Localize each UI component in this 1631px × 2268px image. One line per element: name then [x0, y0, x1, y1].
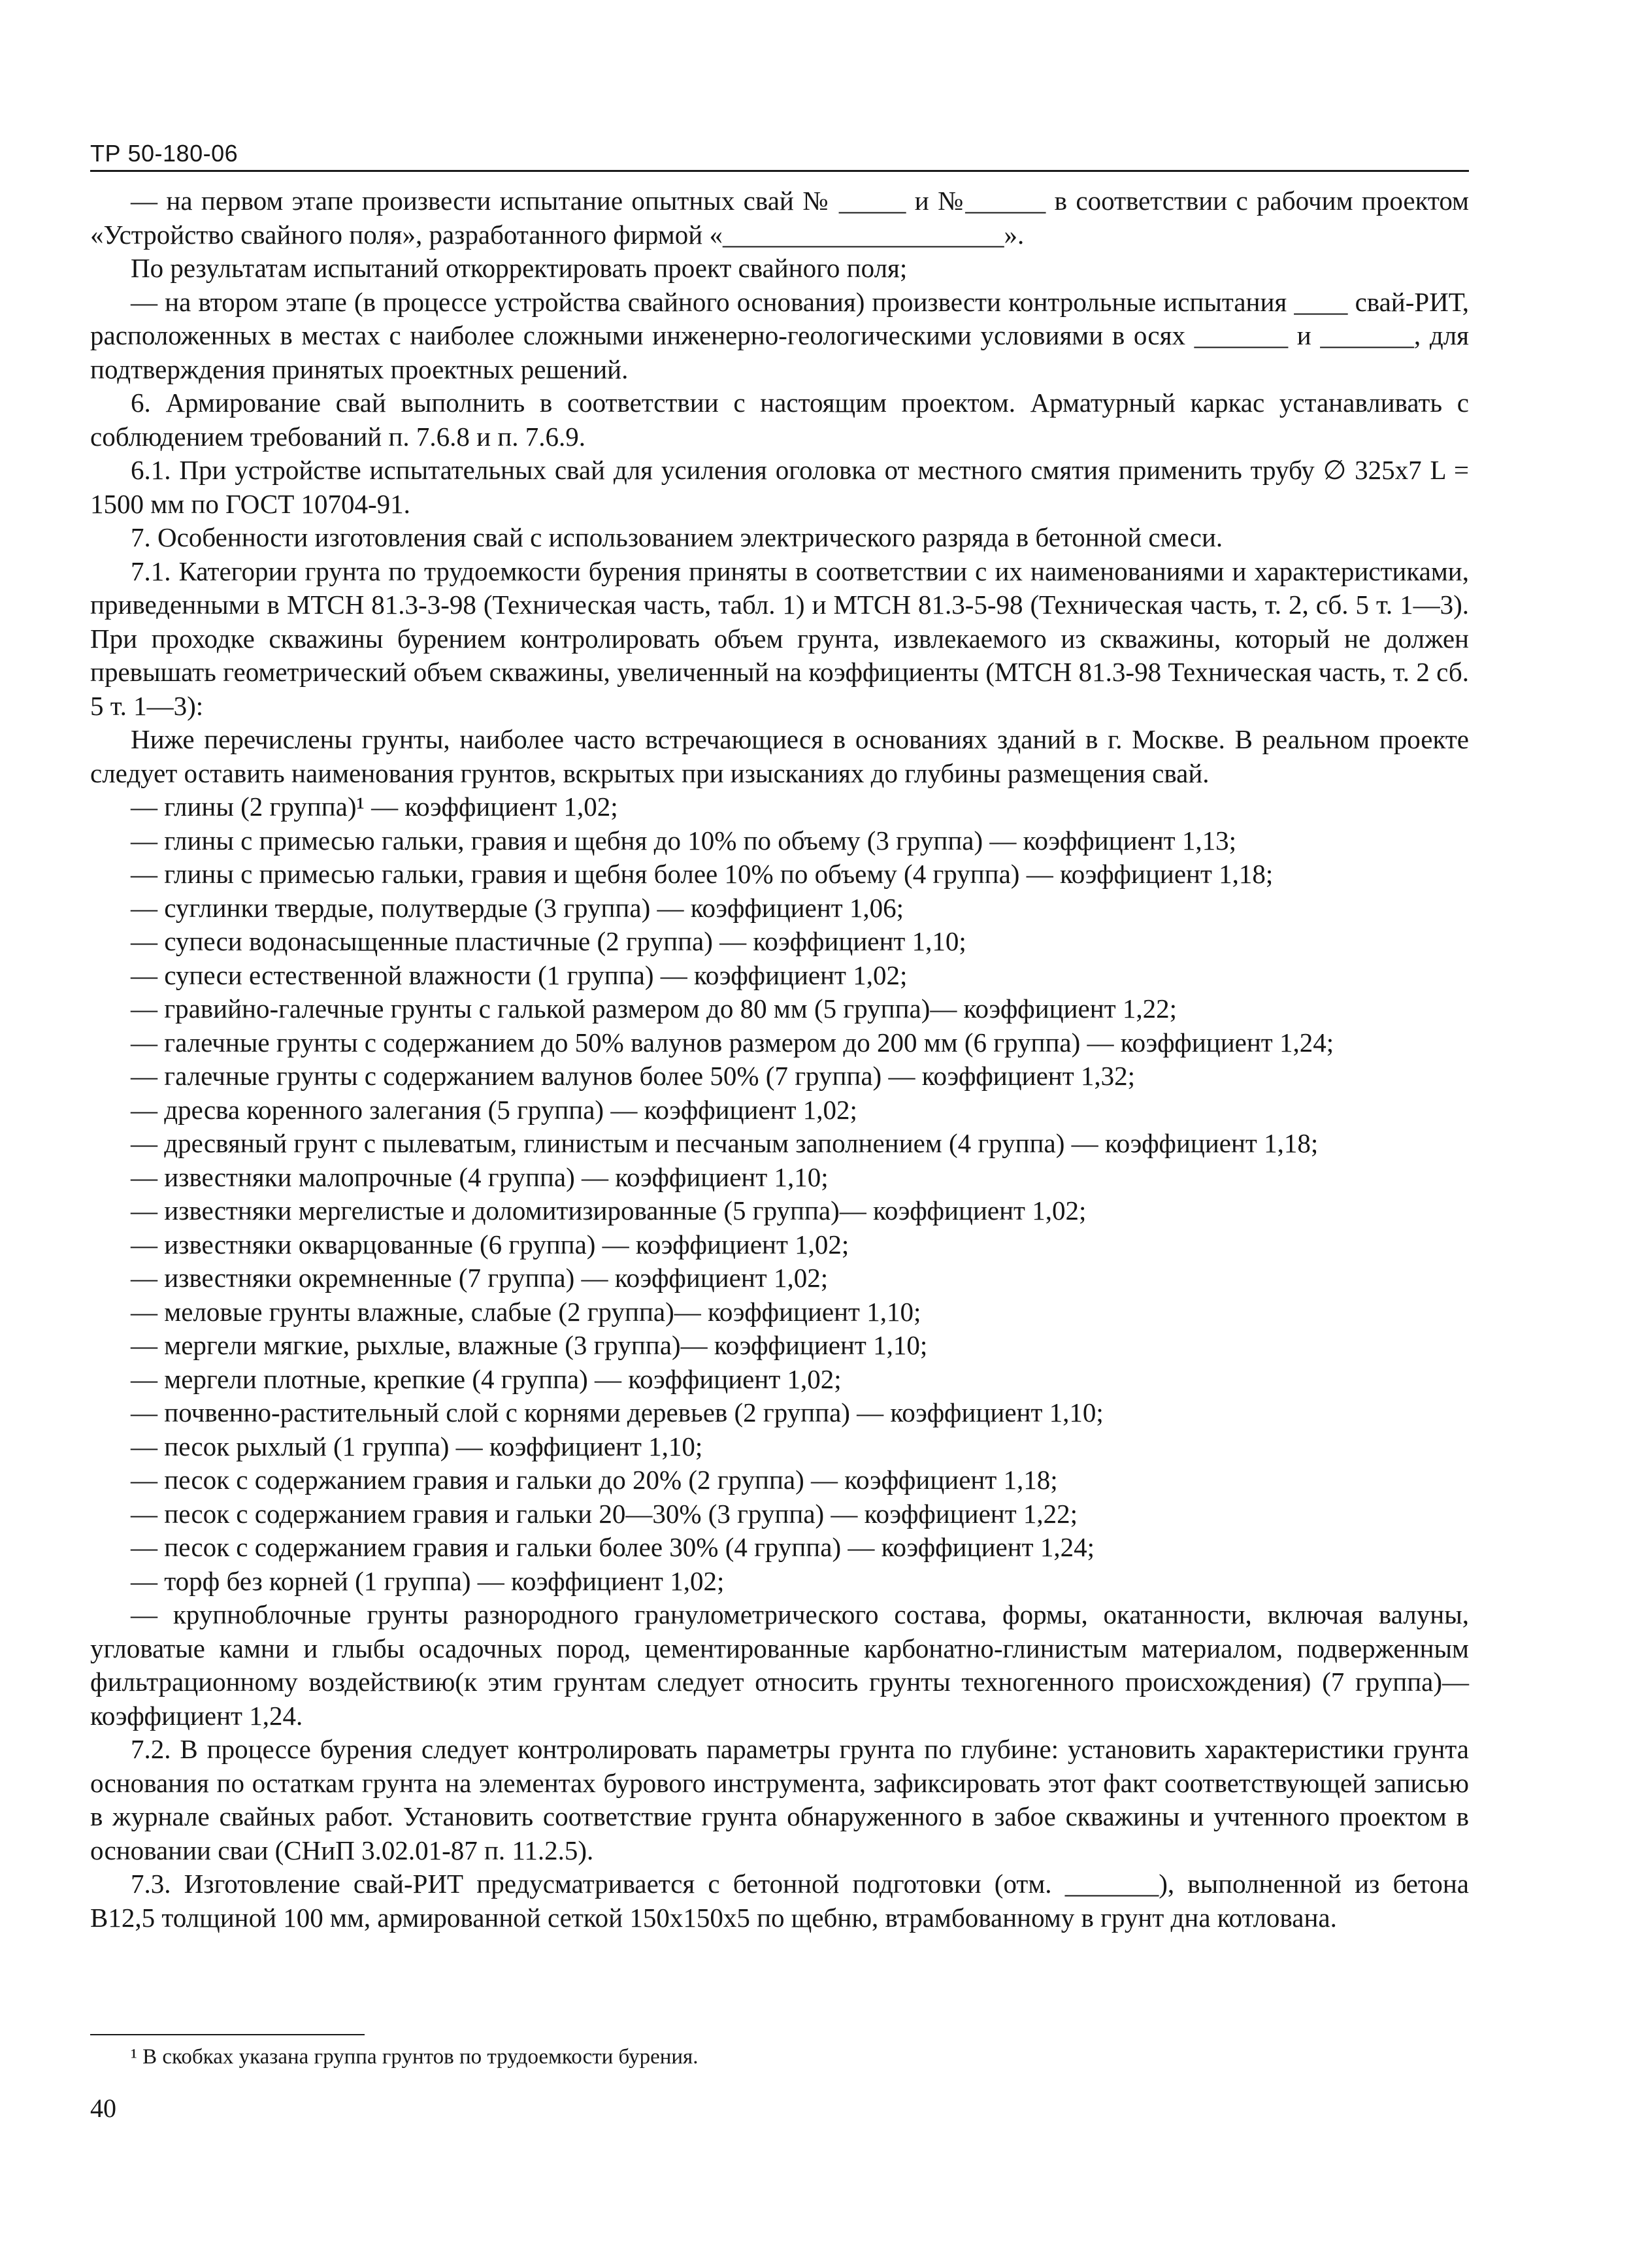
list-item: — глины (2 группа)¹ — коэффициент 1,02; [131, 792, 618, 822]
page-number: 40 [90, 2093, 116, 2123]
main-text [90, 184, 1469, 1935]
list-item: — суглинки твердые, полутвердые (3 группа) — коэффициент 1,06; [131, 892, 904, 923]
list-item: — галечные грунты с содержанием валунов более 50% (7 группа) — коэффициент 1,32; [131, 1061, 1136, 1091]
list-item: — дресвяный грунт с пылеватым, глинистым и песчаным заполнением (4 группа) — коэффициент 1,18; [131, 1128, 1319, 1158]
list-item: — дресва коренного залегания (5 группа) — коэффициент 1,02; [131, 1094, 857, 1125]
list-item: — мергели плотные, крепкие (4 группа) — коэффициент 1,02; [131, 1363, 842, 1394]
list-item: — песок с содержанием гравия и гальки более 30% (4 группа) — коэффициент 1,24; [131, 1532, 1095, 1562]
list-item: — глины с примесью гальки, гравия и щебня до 10% по объему (3 группа) — коэффициент 1,13; [131, 825, 1236, 856]
paragraph-item-7-3: 7.3. Изготовление свай-РИТ предусматривается с бетонной подготовки (отм. _______), выполненной из бетона В12,5 толщиной 100 мм, армированной сеткой 150х150х5 по щебню, втрамбованному в грунт дна котлована. [90, 1869, 1469, 1933]
list-item: — песок рыхлый (1 группа) — коэффициент 1,10; [131, 1431, 703, 1461]
paragraph-item-7-2: 7.2. В процессе бурения следует контролировать параметры грунта по глубине: установить характеристики грунта основания по остаткам грунта на элементах бурового инструмента, зафиксировать этот факт соответствующей записью в журнале свайных работ. Установить соответствие грунта обнаруженного в забое скважины и учтенного проектом в основании сваи (СНиП 3.02.01-87 п. 11.2.5). [90, 1734, 1469, 1865]
list-item: — известняки малопрочные (4 группа) — коэффициент 1,10; [131, 1161, 829, 1192]
list-item: — торф без корней (1 группа) — коэффициент 1,02; [131, 1565, 725, 1596]
paragraph-item-7-1: 7.1. Категории грунта по трудоемкости бурения приняты в соответствии с их наименованиями и характеристиками, приведенными в МТСН 81.3-3-98 (Техническая часть, табл. 1) и МТСН 81.3-5-98 (Техническая часть, т. 2, сб. 5 т. 1—3). При проходке скважины бурением контролировать объем грунта, извлекаемого из скважины, который не должен превышать геометрический объем скважины, увеличенный на коэффициенты (МТСН 81.3-98 Техническая часть, т. 2 сб. 5 т. 1—3): [90, 556, 1469, 721]
paragraph-item-6: 6. Армирование свай выполнить в соответствии с настоящим проектом. Арматурный каркас устанавливать с соблюдением требований п. 7.6.8 и п. 7.6.9. [90, 388, 1469, 452]
list-item: — мергели мягкие, рыхлые, влажные (3 группа)— коэффициент 1,10; [131, 1330, 928, 1360]
paragraph-correct-project: По результатам испытаний откорректировать проект свайного поля; [131, 253, 908, 283]
list-item: — почвенно-растительный слой с корнями деревьев (2 группа) — коэффициент 1,10; [131, 1397, 1104, 1427]
list-item: — меловые грунты влажные, слабые (2 группа)— коэффициент 1,10; [131, 1296, 921, 1327]
footnote: ¹ В скобках указана группа грунтов по трудоемкости бурения. [131, 2045, 699, 2069]
list-item: — галечные грунты с содержанием до 50% валунов размером до 200 мм (6 группа) — коэффициент 1,24; [131, 1027, 1334, 1058]
list-item: — известняки окремненные (7 группа) — коэффициент 1,02; [131, 1263, 829, 1293]
list-item: — супеси водонасыщенные пластичные (2 группа) — коэффициент 1,10; [131, 926, 966, 956]
list-item: — супеси естественной влажности (1 группа) — коэффициент 1,02; [131, 959, 908, 990]
paragraph-stage-one: — на первом этапе произвести испытание опытных свай № _____ и №______ в соответствии с рабочим проектом «Устройство свайного поля», разработанного фирмой «_____________________». [90, 186, 1469, 250]
list-item: — известняки мергелистые и доломитизированные (5 группа)— коэффициент 1,02; [131, 1195, 1087, 1226]
list-item: — гравийно-галечные грунты с галькой размером до 80 мм (5 группа)— коэффициент 1,22; [131, 993, 1178, 1024]
running-head [90, 140, 1469, 172]
list-item: — песок с содержанием гравия и гальки 20—30% (3 группа) — коэффициент 1,22; [131, 1498, 1078, 1529]
footnote-divider [90, 2034, 365, 2035]
paragraph-soils-intro: Ниже перечислены грунты, наиболее часто встречающиеся в основаниях зданий в г. Москве. В реальном проекте следует оставить наименования грунтов, вскрытых при изысканиях до глубины размещения свай. [90, 724, 1469, 788]
running-title: ТР 50-180-06 [90, 140, 239, 167]
list-item: — известняки окварцованные (6 группа) — коэффициент 1,02; [131, 1229, 849, 1259]
paragraph-item-6-1: 6.1. При устройстве испытательных свай для усиления оголовка от местного смятия применить трубу ∅ 325х7 L = 1500 мм по ГОСТ 10704-91. [90, 455, 1469, 519]
list-item-boulder-soils: — крупноблочные грунты разнородного гранулометрического состава, формы, окатанности, включая валуны, угловатые камни и глыбы осадочных пород, цементированные карбонатно-глинистым материалом, подверженным фильтрационному воздействию(к этим грунтам следует относить грунты техногенного происхождения) (7 группа)— коэффициент 1,24. [90, 1599, 1469, 1731]
paragraph-stage-two: — на втором этапе (в процессе устройства свайного основания) произвести контрольные испытания ____ свай-РИТ, расположенных в местах с наиболее сложными инженерно-геологическими условиями в осях _______ и _______, для подтверждения принятых проектных решений. [90, 286, 1469, 384]
list-item: — глины с примесью гальки, гравия и щебня более 10% по объему (4 группа) — коэффициент 1,18; [131, 859, 1274, 889]
paragraph-item-7: 7. Особенности изготовления свай с использованием электрического разряда в бетонной смеси. [131, 522, 1223, 552]
list-item: — песок с содержанием гравия и гальки до 20% (2 группа) — коэффициент 1,18; [131, 1465, 1058, 1495]
